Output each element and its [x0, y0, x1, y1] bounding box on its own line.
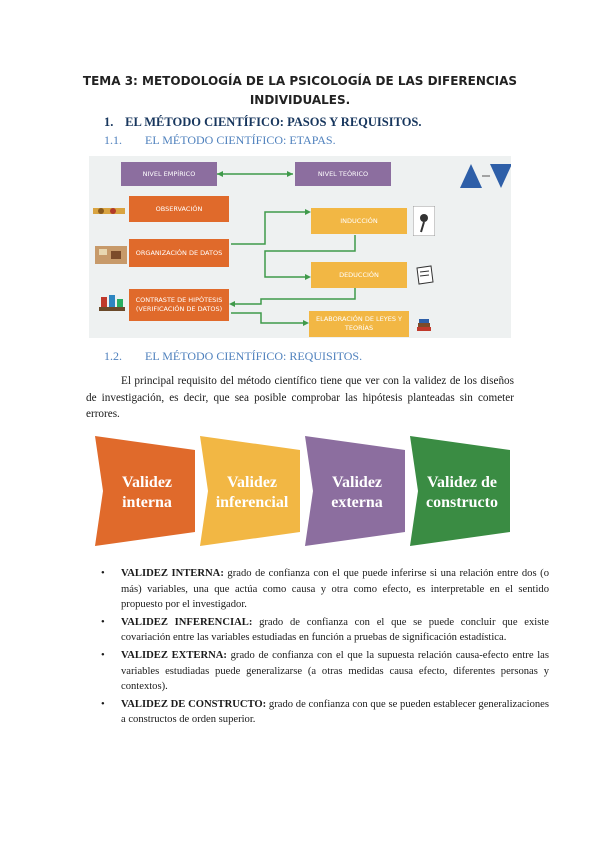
- arrow-to-elaboracion: [231, 313, 305, 323]
- chevron-label: Validez: [331, 474, 383, 491]
- list-item: [101, 615, 549, 646]
- box-nivel-teorico: NIVEL TEÓRICO: [295, 162, 391, 186]
- bullet-icon: •: [101, 568, 105, 579]
- chevron-shape: [95, 436, 195, 546]
- data-organization-thumbnail-icon: [95, 244, 127, 266]
- deduction-thumbnail-icon: [415, 264, 435, 286]
- term: VALIDEZ INFERENCIAL:: [121, 616, 253, 628]
- title-line-2: INDIVIDUALES.: [249, 93, 351, 107]
- subsection-1-1-number: 1.1.: [104, 133, 122, 147]
- scientific-method-stages-diagram: [89, 156, 511, 338]
- box-elaboracion-leyes: ELABORACIÓN DE LEYES Y TEORÍAS: [309, 311, 409, 337]
- section-1-heading: [104, 115, 422, 130]
- chevron-label: Validez de: [426, 474, 498, 491]
- validity-chevron: [410, 436, 510, 546]
- validity-definitions-list: [86, 566, 549, 730]
- box-nivel-empirico: NIVEL EMPÍRICO: [121, 162, 217, 186]
- arrowhead: [229, 301, 235, 307]
- subsection-1-2-title: EL MÉTODO CIENTÍFICO: REQUISITOS.: [145, 349, 363, 363]
- chevron-label: constructo: [426, 494, 498, 511]
- subsection-1-1-heading: [104, 133, 336, 148]
- bullet-icon: •: [101, 616, 105, 628]
- induction-thumbnail-icon: [413, 206, 435, 236]
- chevron-label: interna: [122, 494, 172, 511]
- triangle-down-icon: [490, 164, 511, 188]
- list-item: [101, 648, 549, 695]
- box-deduccion: DEDUCCIÓN: [311, 262, 407, 288]
- section-1-title: EL MÉTODO CIENTÍFICO: PASOS Y REQUISITOS.: [125, 115, 422, 129]
- arrowhead: [287, 171, 293, 177]
- requirements-paragraph: El principal requisito del método científico tiene que ver con la validez de los diseños de investigación, es decir, que sea posible comprobar las hipótesis planteadas sin cometer errores.: [86, 375, 514, 420]
- definition: grado de confianza con el que puede inferirse si una relación entre dos (o más) variables, una que actúa como causa y otra como efecto, es interpretable en el sentido propuesto por el investigador.: [121, 568, 549, 611]
- box-contraste-hipotesis: CONTRASTE DE HIPÓTESIS (VERIFICACIÓN DE DATOS): [129, 289, 229, 321]
- bullet-icon: •: [101, 698, 105, 710]
- validity-chevrons: [89, 428, 511, 554]
- list-item: [101, 697, 550, 728]
- arrow-to-induccion: [231, 212, 307, 244]
- validity-types-diagram: [89, 428, 511, 554]
- hypothesis-testing-thumbnail-icon: [97, 293, 127, 319]
- definition: grado de confianza con que se pueden establecer generalizaciones a constructos de orden superior.: [121, 698, 550, 726]
- chevron-label: inferencial: [215, 494, 289, 511]
- section-1-number: 1.: [104, 115, 114, 129]
- validity-chevron: [95, 436, 195, 546]
- subsection-1-2-number: 1.2.: [104, 349, 122, 363]
- subsection-1-1-title: EL MÉTODO CIENTÍFICO: ETAPAS.: [145, 133, 336, 147]
- chevron-label: Validez: [121, 474, 173, 491]
- chevron-label: externa: [331, 494, 383, 511]
- box-induccion: INDUCCIÓN: [311, 208, 407, 234]
- triangle-up-icon: [460, 164, 482, 188]
- definition: grado de confianza con el que se puede concluir que existe covariación entre las variables estudiadas en función a pruebas de significación estadística.: [121, 616, 549, 644]
- laws-theories-thumbnail-icon: [415, 313, 433, 335]
- subsection-1-2-heading: [104, 349, 362, 364]
- box-organizacion-datos: ORGANIZACIÓN DE DATOS: [129, 239, 229, 267]
- chevron-shape: [410, 436, 510, 546]
- title-line-1: TEMA 3: METODOLOGÍA DE LA PSICOLOGÍA DE LAS DIFERENCIAS: [82, 74, 518, 88]
- arrow-to-contraste: [231, 288, 355, 304]
- bullet-icon: •: [101, 649, 105, 661]
- arrowhead: [217, 171, 223, 177]
- term: VALIDEZ INTERNA:: [121, 568, 224, 579]
- box-observacion: OBSERVACIÓN: [129, 196, 229, 222]
- chevron-label: Validez: [226, 474, 278, 491]
- definition: grado de confianza con el que la supuesta relación causa-efecto entre las variables estudiadas puede generalizarse (a otras medidas causa efecto, diferentes personas y contextos).: [121, 649, 549, 693]
- validity-chevron: [305, 436, 405, 546]
- chevron-shape: [200, 436, 300, 546]
- chevron-shape: [305, 436, 405, 546]
- list-item: [101, 566, 549, 613]
- term: VALIDEZ EXTERNA:: [121, 649, 227, 661]
- term: VALIDEZ DE CONSTRUCTO:: [121, 698, 267, 710]
- validity-chevron: [200, 436, 300, 546]
- document-title: [60, 72, 540, 110]
- observation-thumbnail-icon: [93, 203, 125, 213]
